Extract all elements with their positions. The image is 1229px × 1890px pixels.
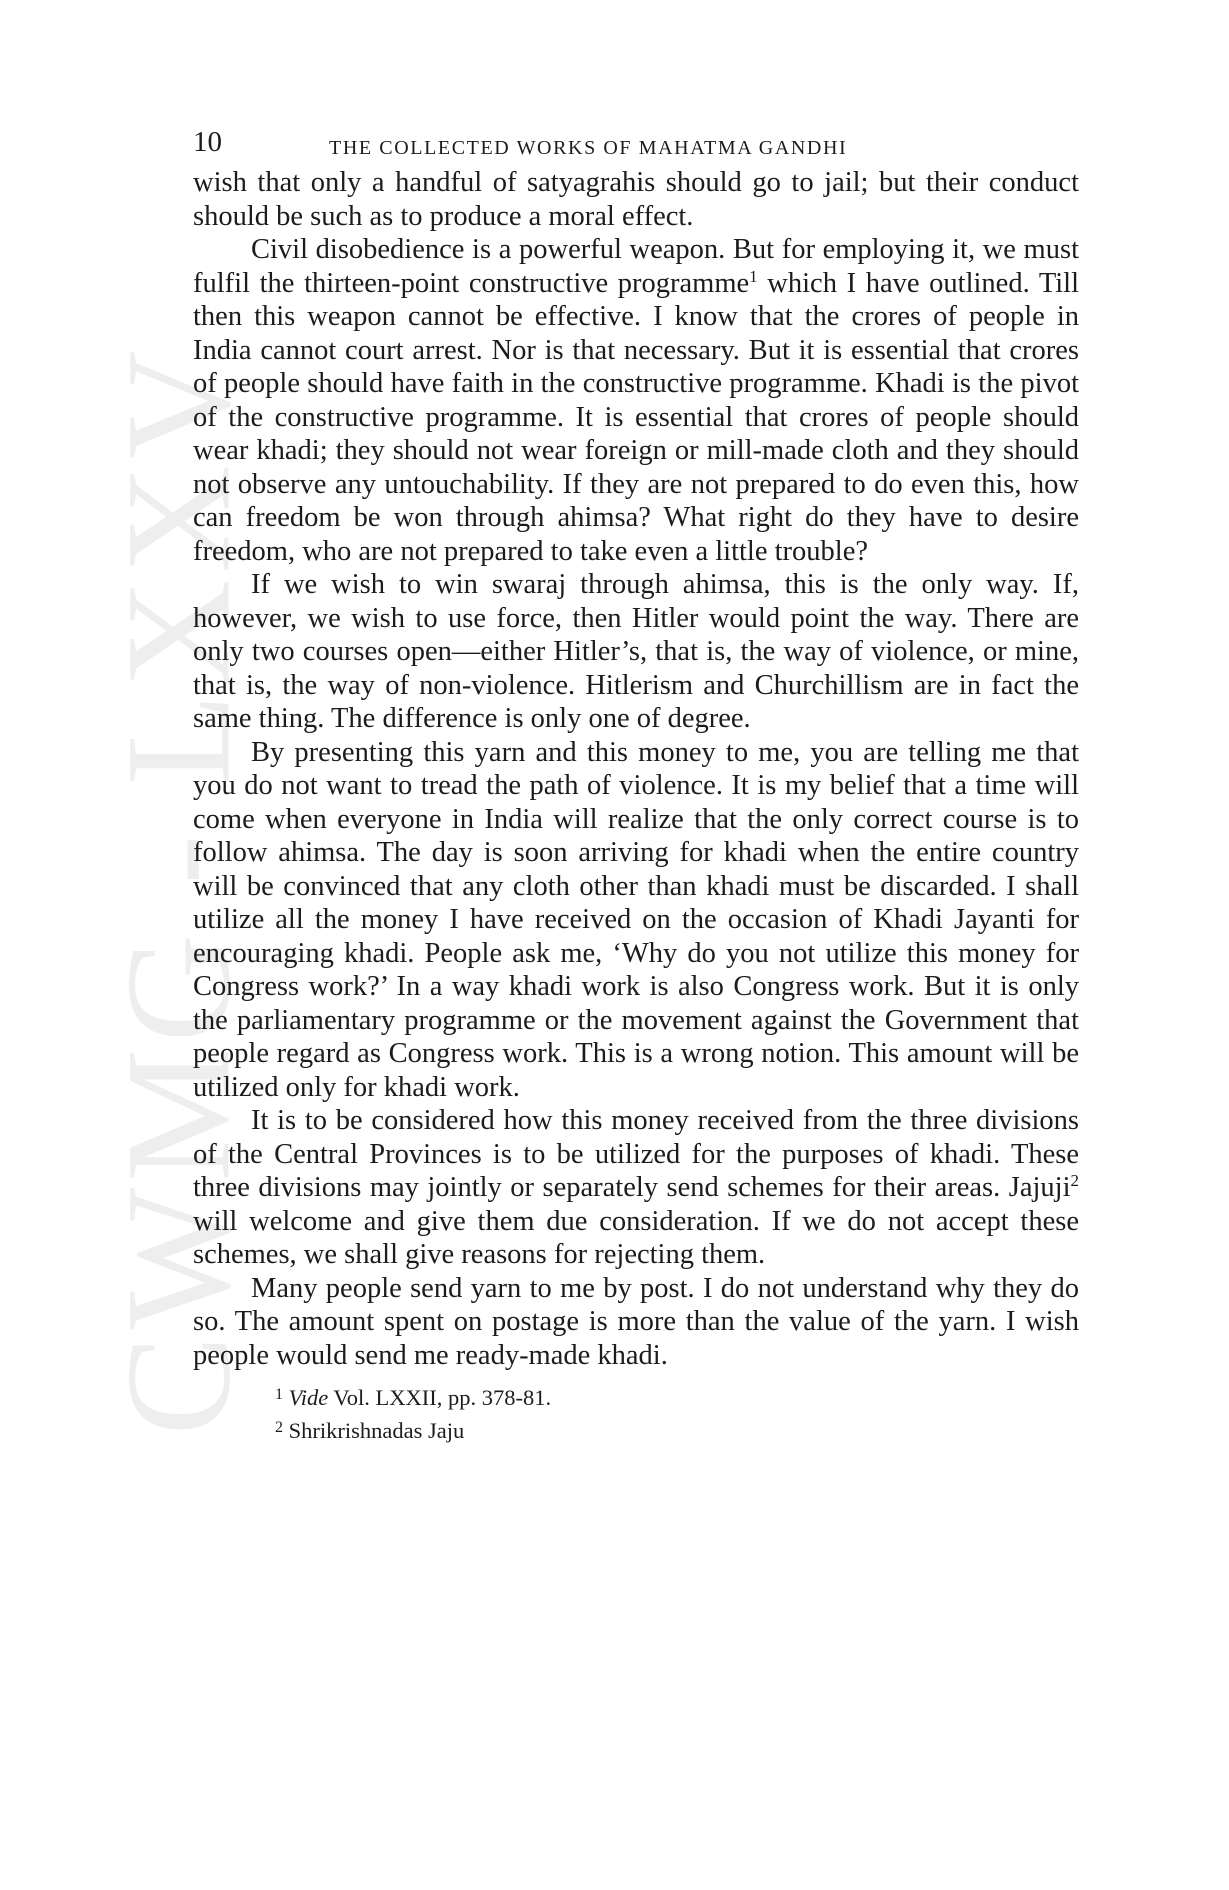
paragraph-text: Many people send yarn to me by post. I do not understand why they do so. The amount spent on postage is more than the value of the yarn. I wish people would send me ready-made khadi. [193,1272,1079,1371]
footnote-text: Vol. LXXII, pp. 378-81. [328,1385,552,1410]
paragraph [193,568,1079,736]
footnote-reference: 2 [1070,1171,1079,1190]
footnote-text: Vide [288,1385,329,1410]
paragraph [193,233,1079,568]
paragraph-text: which I have outlined. Till then this weapon cannot be effective. I know that the crores of people in India cannot court arrest. Nor is that necessary. But it is essential that crores of people should have faith in the constructive programme. Khadi is the pivot of the constructive programme. It is essential that crores of people should wear khadi; they should not wear foreign or mill-made cloth and they should not observe any untouchability. If they are not prepared to do even this, how can freedom be won through ahimsa? What right do they have to desire freedom, who are not prepared to take even a little trouble? [193,267,1079,567]
footnote-mark: 2 [275,1419,283,1436]
paragraph-text: It is to be considered how this money received from the three divisions of the Central Provinces is to be utilized for the purposes of khadi. These three divisions may jointly or separately send schemes for their areas. Jajuji [193,1105,1079,1203]
paragraph-text: If we wish to win swaraj through ahimsa, this is the only way. If, however, we wish to use force, then Hitler would point the way. There are only two courses open—either Hitler’s, that is, the way of violence, or mine, that is, the way of non-violence. Hitlerism and Churchillism are in fact the same thing. The difference is only one of degree. [193,569,1079,734]
footnote-mark: 1 [275,1386,283,1403]
paragraph-text: wish that only a handful of satyagrahis should go to jail; but their conduct should be such as to produce a moral effect. [193,167,1079,232]
page-number: 10 [193,126,222,158]
paragraph-text: By presenting this yarn and this money to me, you are telling me that you do not want to tread the path of violence. It is my belief that a time will come when everyone in India will realize that the only correct course is to follow ahimsa. The day is soon arriving for khadi when the entire country will be convinced that any cloth other than khadi must be discarded. I shall utilize all the money I have received on the occasion of Khadi Jayanti for encouraging khadi. People ask me, ‘Why do you not utilize this money for Congress work?’ In a way khadi work is also Congress work. But it is only the parliamentary programme or the movement against the Government that people regard as Congress work. This is a wrong notion. This amount will be utilized only for khadi work. [193,736,1079,1103]
paragraph [193,1104,1079,1272]
watermark-text: CWMG - LXXV [95,344,262,1436]
footnote-text: Shrikrishnadas Jaju [288,1418,465,1443]
body-text [193,166,1079,1372]
footnote [275,1413,1079,1446]
page [193,126,1079,1446]
footnote-reference: 1 [749,266,758,286]
paragraph [193,166,1079,233]
running-title: THE COLLECTED WORKS OF MAHATMA GANDHI [329,137,848,159]
footnote [275,1380,1079,1413]
paragraph [193,736,1079,1105]
paragraph-text: will welcome and give them due consideration. If we do not accept these schemes, we shall give reasons for rejecting them. [193,1205,1079,1270]
paragraph-text: Civil disobedience is a powerful weapon. But for employing it, we must fulfil the thirteen-point constructive programme [193,234,1079,299]
page-header [193,126,1079,166]
footnotes [193,1380,1079,1446]
paragraph [193,1272,1079,1373]
